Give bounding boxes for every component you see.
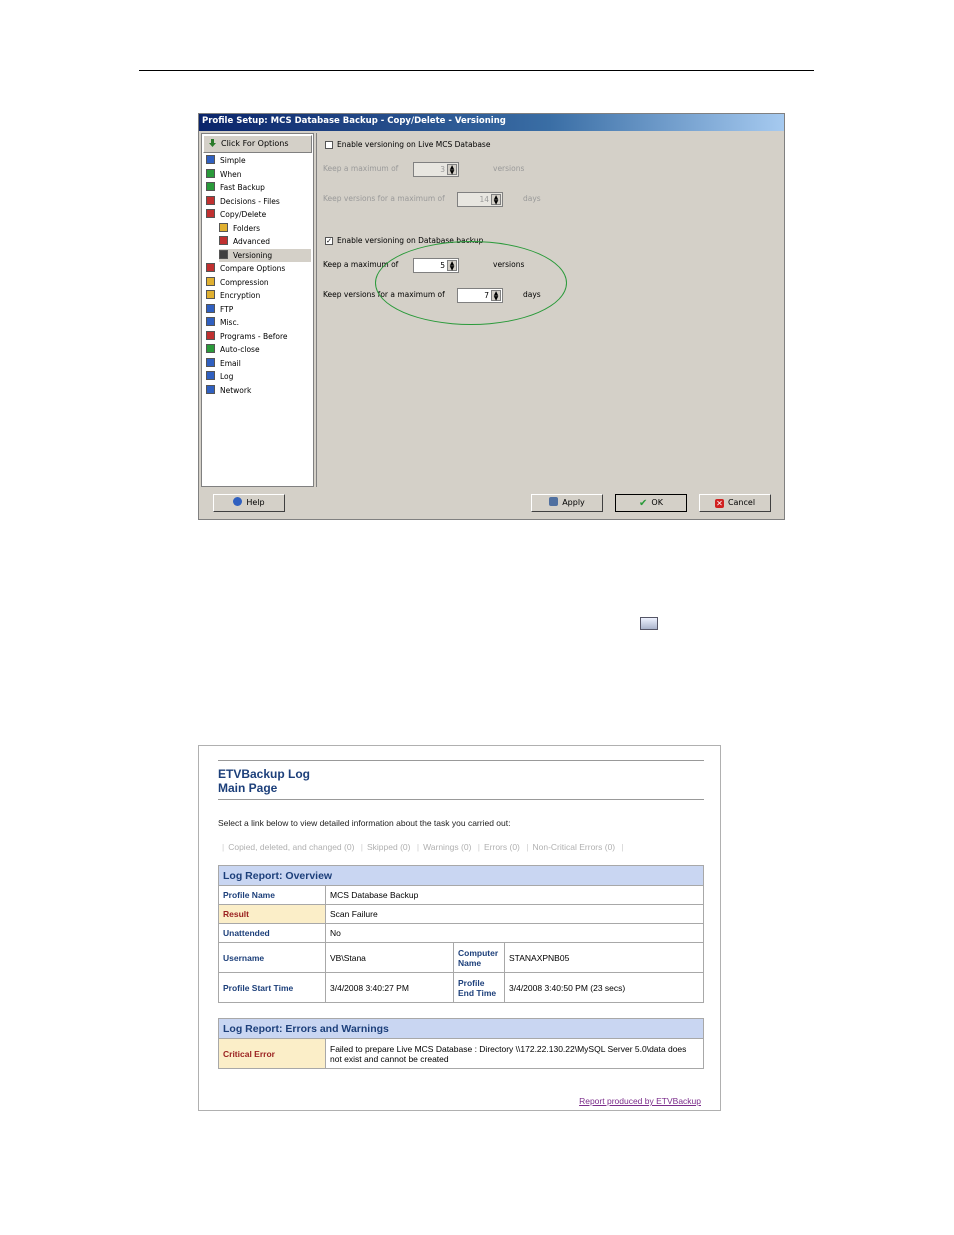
floppy-disk-icon <box>549 497 558 506</box>
report-produced-link[interactable]: Report produced by ETVBackup <box>579 1096 701 1106</box>
help-button[interactable]: Help <box>213 494 285 512</box>
backup-keep-max-stepper[interactable]: 5 ▲ ▼ <box>413 258 459 273</box>
log-viewer-icon <box>640 617 658 630</box>
backup-versioning-label: Enable versioning on Database backup <box>337 236 484 245</box>
backup-keep-max-label: Keep a maximum of <box>323 260 399 269</box>
unattended-label: Unattended <box>219 924 326 943</box>
tree-item-icon <box>219 236 228 245</box>
tree-item-label: Advanced <box>233 237 271 246</box>
link-warnings[interactable]: Warnings (0) <box>423 842 472 852</box>
page-top-rule <box>139 70 814 71</box>
tree-item-misc[interactable] <box>206 316 311 329</box>
live-keep-days-stepper[interactable]: 14 ▲ ▼ <box>457 192 503 207</box>
tree-item-label: When <box>220 169 242 179</box>
live-versions-label: versions <box>493 164 525 173</box>
tree-item-fast-backup[interactable] <box>206 181 311 194</box>
tree-item-label: Versioning <box>233 250 273 260</box>
tree-item-compression[interactable] <box>206 276 311 289</box>
tree-item-decisions-files[interactable] <box>206 195 311 208</box>
live-keep-days-label: Keep versions for a maximum of <box>323 194 445 203</box>
tree-item-label: Log <box>220 372 234 381</box>
backup-versioning-checkbox[interactable]: ✓ <box>326 237 332 245</box>
tree-item-icon <box>206 263 215 272</box>
etvbackup-log-page <box>198 745 721 1111</box>
end-time-value: 3/4/2008 3:40:50 PM (23 secs) <box>505 973 704 1003</box>
result-label: Result <box>219 905 326 924</box>
cancel-button[interactable]: ✕ Cancel <box>699 494 771 512</box>
checkmark-icon: ✔ <box>639 498 648 509</box>
tree-item-icon <box>219 250 228 259</box>
backup-days-label: days <box>523 290 541 299</box>
highlight-ellipse <box>375 241 567 325</box>
ok-button[interactable]: ✔ OK <box>615 494 687 512</box>
errors-table <box>218 1018 704 1069</box>
tree-item-icon <box>219 223 228 232</box>
tree-item-ftp[interactable] <box>206 303 311 316</box>
tree-item-network[interactable] <box>206 384 311 397</box>
tree-item-log[interactable] <box>206 370 311 383</box>
tree-item-icon <box>206 155 215 164</box>
dialog-titlebar[interactable] <box>199 114 784 131</box>
tree-item-versioning[interactable] <box>219 249 311 262</box>
tree-item-when[interactable] <box>206 168 311 181</box>
tree-item-icon <box>206 344 215 353</box>
tree-item-icon <box>206 277 215 286</box>
tree-item-copy-delete[interactable] <box>206 208 311 221</box>
username-label: Username <box>219 943 326 973</box>
tree-item-label: Encryption <box>220 291 261 300</box>
tree-item-label: Compression <box>220 277 269 287</box>
tree-item-encryption[interactable] <box>206 289 311 302</box>
tree-item-auto-close[interactable] <box>206 343 311 356</box>
start-time-value: 3/4/2008 3:40:27 PM <box>326 973 454 1003</box>
tree-item-icon <box>206 331 215 340</box>
backup-keep-days-label: Keep versions for a maximum of <box>323 290 445 299</box>
overview-table <box>218 865 704 1003</box>
tree-item-label: Misc. <box>220 318 239 327</box>
log-top-rule <box>218 760 704 761</box>
log-title: ETVBackup Log <box>218 767 311 781</box>
spin-arrows-icon[interactable]: ▲ ▼ <box>447 260 457 271</box>
log-link-bar: | Copied, deleted, and changed (0) | Skipped (0) | Warnings (0) | Errors (0) | Non-Critical Errors (0) | <box>222 842 624 852</box>
profile-name-label: Profile Name <box>219 886 326 905</box>
live-versioning-label: Enable versioning on Live MCS Database <box>337 140 491 149</box>
tree-item-icon <box>206 209 215 218</box>
unattended-value: No <box>326 924 704 943</box>
overview-header: Log Report: Overview <box>219 866 704 886</box>
tree-item-icon <box>206 358 215 367</box>
spin-arrows-icon[interactable]: ▲ ▼ <box>447 164 457 175</box>
tree-item-label: FTP <box>220 304 234 314</box>
tree-item-icon <box>206 317 215 326</box>
critical-error-label: Critical Error <box>219 1039 326 1069</box>
log-title-rule <box>218 799 704 800</box>
tree-item-icon <box>206 169 215 178</box>
link-copied[interactable]: Copied, deleted, and changed (0) <box>228 842 355 852</box>
tree-item-label: Fast Backup <box>220 183 265 192</box>
result-value: Scan Failure <box>326 905 704 924</box>
tree-item-advanced[interactable] <box>219 235 311 248</box>
apply-button[interactable]: Apply <box>531 494 603 512</box>
backup-keep-days-stepper[interactable]: 7 ▲ ▼ <box>457 288 503 303</box>
live-keep-max-stepper[interactable]: 3 ▲ ▼ <box>413 162 459 177</box>
tree-item-label: Email <box>220 358 241 368</box>
errors-header: Log Report: Errors and Warnings <box>219 1019 704 1039</box>
tree-item-icon <box>206 290 215 299</box>
tree-item-simple[interactable] <box>206 154 311 167</box>
tree-item-label: Auto-close <box>220 345 260 354</box>
link-errors[interactable]: Errors (0) <box>484 842 520 852</box>
spin-arrows-icon[interactable]: ▲ ▼ <box>491 290 501 301</box>
log-intro: Select a link below to view detailed information about the task you carried out: <box>218 818 511 828</box>
end-time-label: Profile End Time <box>454 973 505 1003</box>
critical-error-value: Failed to prepare Live MCS Database : Directory \\172.22.130.22\MySQL Server 5.0\data does not exist and cannot be created <box>326 1039 704 1069</box>
help-icon <box>233 497 242 506</box>
tree-item-icon <box>206 371 215 380</box>
link-non-critical-errors[interactable]: Non-Critical Errors (0) <box>532 842 616 852</box>
log-subtitle: Main Page <box>218 781 278 795</box>
live-versioning-checkbox[interactable] <box>325 141 333 149</box>
tree-item-compare-options[interactable] <box>206 262 311 275</box>
computer-name-value: STANAXPNB05 <box>505 943 704 973</box>
live-days-label: days <box>523 194 541 203</box>
download-arrow-icon <box>208 139 217 148</box>
tree-item-label: Decisions - Files <box>220 196 280 206</box>
dialog-title: Profile Setup: MCS Database Backup - Copy/Delete - Versioning <box>202 116 506 126</box>
options-tree <box>201 133 314 487</box>
tree-item-label: Copy/Delete <box>220 210 267 219</box>
tree-item-label: Programs - Before <box>220 331 288 341</box>
profile-name-value: MCS Database Backup <box>326 886 704 905</box>
tree-item-label: Simple <box>220 156 246 165</box>
live-keep-max-label: Keep a maximum of <box>323 164 399 173</box>
tree-item-icon <box>206 182 215 191</box>
tree-item-programs-before[interactable] <box>206 330 311 343</box>
tree-item-label: Compare Options <box>220 264 286 273</box>
tree-item-email[interactable] <box>206 357 311 370</box>
tree-item-label: Folders <box>233 223 261 233</box>
close-icon: ✕ <box>716 499 723 508</box>
computer-name-label: Computer Name <box>454 943 505 973</box>
spin-arrows-icon[interactable]: ▲ ▼ <box>491 194 501 205</box>
tree-item-icon <box>206 304 215 313</box>
click-for-options-button[interactable]: Click For Options <box>203 135 312 153</box>
start-time-label: Profile Start Time <box>219 973 326 1003</box>
backup-versions-label: versions <box>493 260 525 269</box>
versioning-panel <box>316 133 783 487</box>
username-value: VB\Stana <box>326 943 454 973</box>
tree-item-folders[interactable] <box>219 222 311 235</box>
tree-item-icon <box>206 196 215 205</box>
link-skipped[interactable]: Skipped (0) <box>367 842 411 852</box>
tree-item-label: Network <box>220 385 252 395</box>
tree-item-icon <box>206 385 215 394</box>
